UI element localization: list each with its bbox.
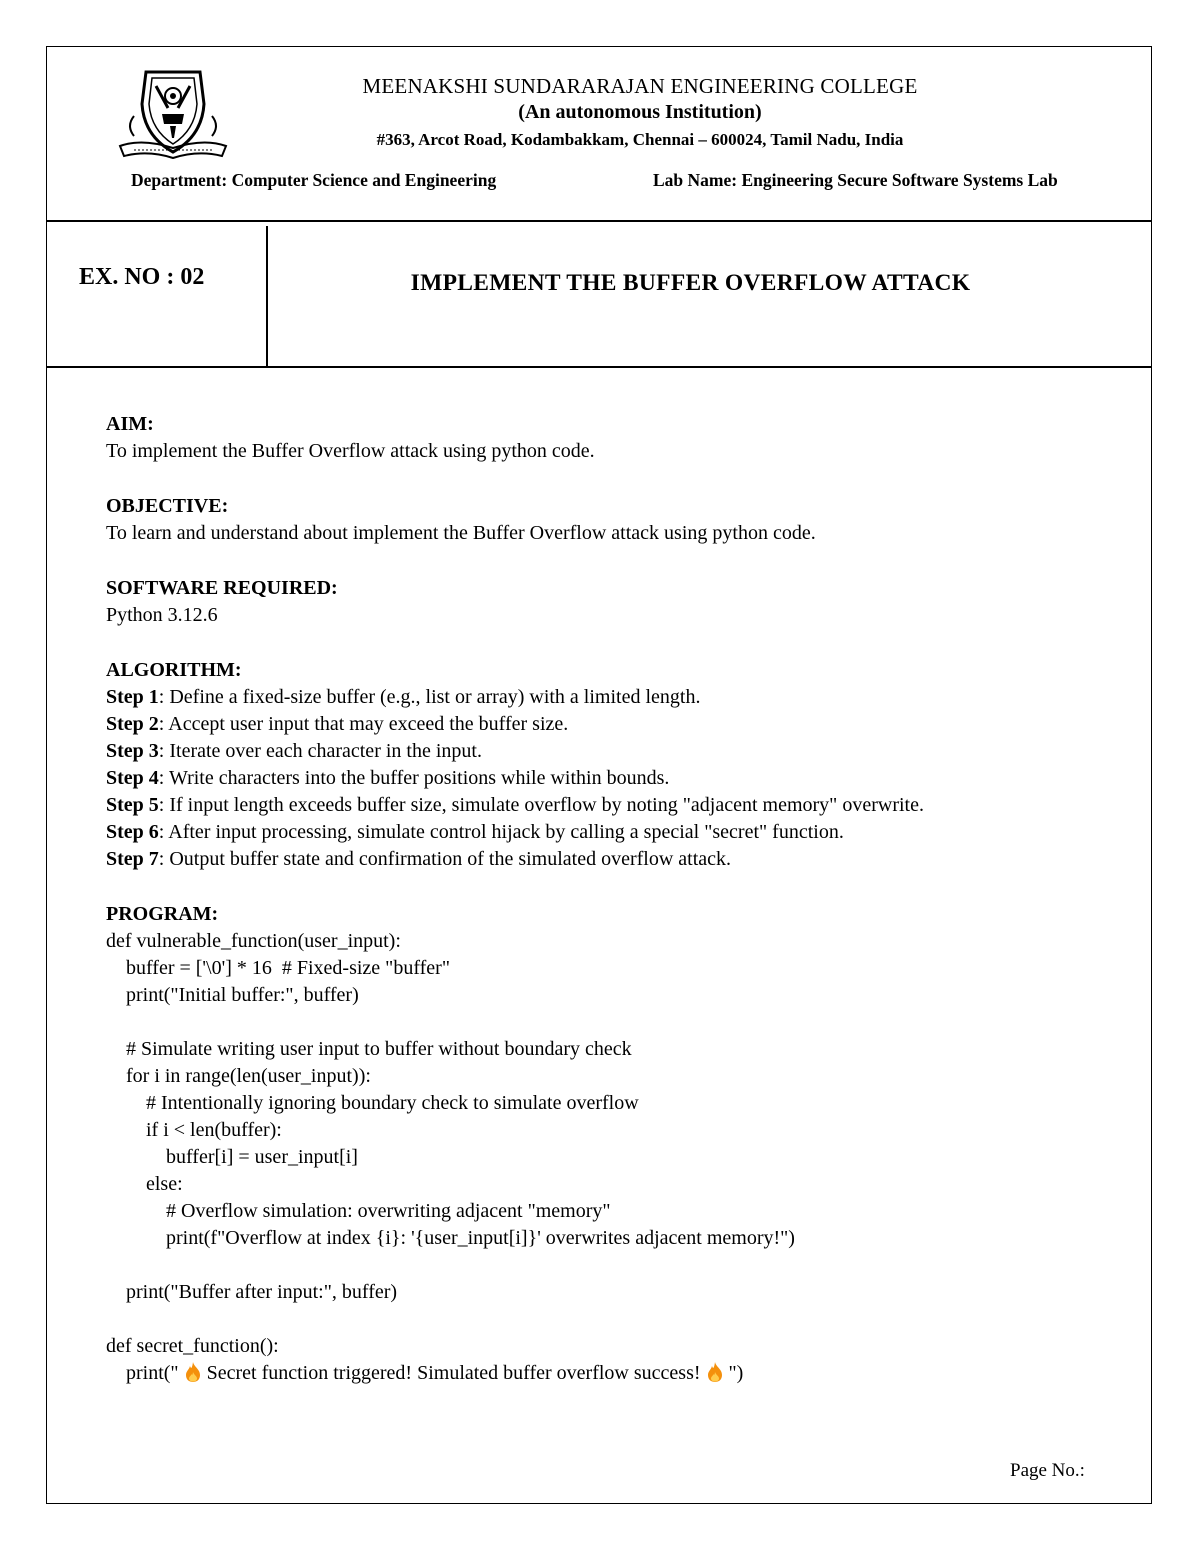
document-body	[106, 411, 1116, 1387]
program-code	[106, 928, 1116, 1387]
objective-text: To learn and understand about implement the Buffer Overflow attack using python code.	[106, 522, 816, 544]
exercise-title: IMPLEMENT THE BUFFER OVERFLOW ATTACK	[410, 270, 971, 296]
code-line: print("Initial buffer:", buffer)	[106, 984, 359, 1006]
algorithm-step: Step 6: After input processing, simulate control hijack by calling a special "secret" function.	[106, 821, 844, 843]
algorithm-step: Step 1: Define a fixed-size buffer (e.g., list or array) with a limited length.	[106, 686, 701, 708]
algorithm-step: Step 7: Output buffer state and confirmation of the simulated overflow attack.	[106, 848, 732, 870]
code-line	[106, 1009, 1116, 1036]
header-divider	[46, 220, 1152, 222]
objective-heading: OBJECTIVE:	[106, 495, 229, 517]
code-line: # Simulate writing user input to buffer without boundary check	[106, 1038, 632, 1060]
software-heading: SOFTWARE REQUIRED:	[106, 577, 338, 599]
code-line: # Intentionally ignoring boundary check to simulate overflow	[106, 1092, 639, 1114]
code-line: print("Buffer after input:", buffer)	[106, 1281, 398, 1303]
code-line: for i in range(len(user_input)):	[106, 1065, 371, 1087]
algorithm-step: Step 5: If input length exceeds buffer size, simulate overflow by noting "adjacent memory" overwrite.	[106, 794, 924, 816]
code-line: else:	[106, 1173, 183, 1195]
college-logo	[112, 64, 234, 164]
code-line	[106, 1306, 1116, 1333]
fire-icon	[706, 1361, 724, 1383]
code-line: def secret_function():	[106, 1335, 279, 1357]
algorithm-step: Step 3: Iterate over each character in the input.	[106, 740, 482, 762]
college-address: #363, Arcot Road, Kodambakkam, Chennai – 600024, Tamil Nadu, India	[376, 130, 904, 149]
code-line: # Overflow simulation: overwriting adjacent "memory"	[106, 1200, 611, 1222]
program-heading: PROGRAM:	[106, 903, 219, 925]
algorithm-step-list	[106, 684, 1116, 873]
exercise-number: EX. NO : 02	[79, 264, 205, 290]
title-column-divider	[266, 226, 268, 368]
aim-text: To implement the Buffer Overflow attack using python code.	[106, 440, 595, 462]
code-line: if i < len(buffer):	[106, 1119, 282, 1141]
title-divider	[46, 366, 1152, 368]
institution-type: (An autonomous Institution)	[518, 101, 762, 123]
code-line: print(" Secret function triggered! Simulated buffer overflow success! ")	[106, 1362, 744, 1384]
software-text: Python 3.12.6	[106, 604, 218, 626]
code-line: print(f"Overflow at index {i}: '{user_input[i]}' overwrites adjacent memory!")	[106, 1227, 795, 1249]
algorithm-heading: ALGORITHM:	[106, 659, 242, 681]
code-line: buffer[i] = user_input[i]	[106, 1146, 358, 1168]
department-label: Department: Computer Science and Engineering	[131, 170, 497, 190]
lab-name-label: Lab Name: Engineering Secure Software Systems Lab	[653, 170, 1058, 190]
page-number-label: Page No.:	[1010, 1460, 1085, 1481]
fire-icon	[184, 1361, 202, 1383]
code-line	[106, 1252, 1116, 1279]
algorithm-step: Step 2: Accept user input that may exceed the buffer size.	[106, 713, 569, 735]
algorithm-step: Step 4: Write characters into the buffer positions while within bounds.	[106, 767, 670, 789]
code-line: buffer = ['\0'] * 16 # Fixed-size "buffer"	[106, 957, 450, 979]
college-name: MEENAKSHI SUNDARARAJAN ENGINEERING COLLEGE	[362, 74, 918, 98]
code-line: def vulnerable_function(user_input):	[106, 930, 401, 952]
aim-heading: AIM:	[106, 413, 154, 435]
